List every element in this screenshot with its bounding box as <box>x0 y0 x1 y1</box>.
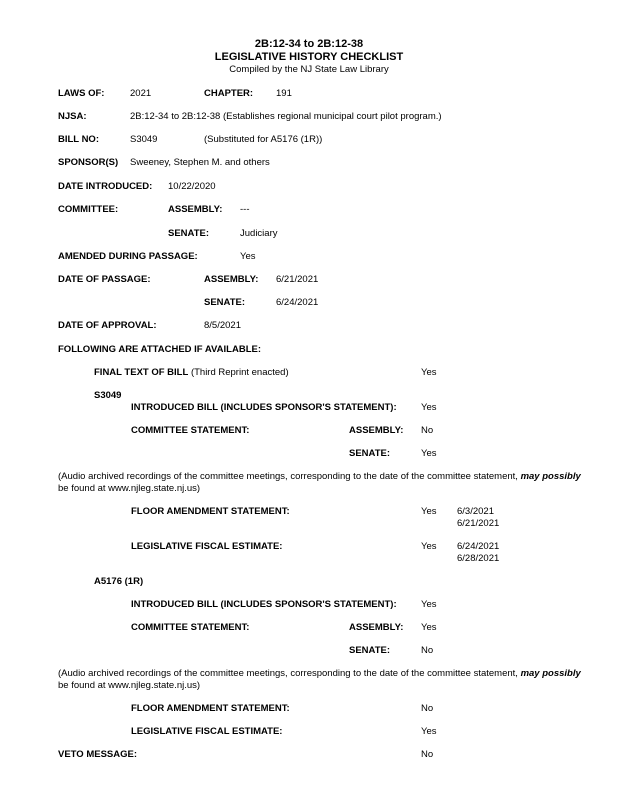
s3049-label: S3049 <box>94 390 122 401</box>
njsa-value: 2B:12-34 to 2B:12-38 (Establishes regional municipal court pilot program.) <box>130 111 442 122</box>
s3049-committee-label: COMMITTEE STATEMENT: <box>131 425 250 436</box>
s3049-assembly-value: No <box>421 425 434 436</box>
final-text-value: Yes <box>421 367 437 378</box>
final-text-label: FINAL TEXT OF BILL <box>94 367 189 378</box>
a5176-fiscal-value: Yes <box>421 726 437 737</box>
s3049-introduced-label: INTRODUCED BILL (INCLUDES SPONSOR'S STATEMENT): <box>131 402 397 413</box>
date-introduced-label: DATE INTRODUCED: <box>58 181 153 192</box>
a5176-introduced-value: Yes <box>421 599 437 610</box>
date-introduced-value: 10/22/2020 <box>168 181 216 192</box>
a5176-senate-label: SENATE: <box>349 645 390 656</box>
s3049-floor-date-1: 6/3/2021 <box>457 506 494 517</box>
passage-senate-label: SENATE: <box>204 297 245 308</box>
a5176-assembly-value: Yes <box>421 622 437 633</box>
bill-no-note: (Substituted for A5176 (1R)) <box>204 134 323 145</box>
s3049-fiscal-label: LEGISLATIVE FISCAL ESTIMATE: <box>131 541 283 552</box>
committee-label: COMMITTEE: <box>58 204 119 215</box>
audio-note-emphasis: may possibly <box>520 668 581 679</box>
njsa-label: NJSA: <box>58 111 87 122</box>
a5176-committee-label: COMMITTEE STATEMENT: <box>131 622 250 633</box>
attached-header: FOLLOWING ARE ATTACHED IF AVAILABLE: <box>58 344 261 355</box>
a5176-floor-value: No <box>421 703 434 714</box>
amended-value: Yes <box>240 251 256 262</box>
audio-note-link-text: be found at www.njleg.state.nj.us) <box>58 680 201 691</box>
audio-note-text: (Audio archived recordings of the committee meetings, corresponding to the date of the committee statement, <box>58 668 518 679</box>
page-title: 2B:12-34 to 2B:12-38 <box>254 38 364 50</box>
laws-of-value: 2021 <box>130 88 152 99</box>
s3049-fiscal-date-1: 6/24/2021 <box>457 541 500 552</box>
passage-senate-value: 6/24/2021 <box>276 297 319 308</box>
amended-label: AMENDED DURING PASSAGE: <box>58 251 198 262</box>
date-of-passage-label: DATE OF PASSAGE: <box>58 274 151 285</box>
s3049-floor-value: Yes <box>421 506 437 517</box>
audio-note-emphasis: may possibly <box>520 471 581 482</box>
checklist-title: LEGISLATIVE HISTORY CHECKLIST <box>214 51 404 63</box>
s3049-floor-label: FLOOR AMENDMENT STATEMENT: <box>131 506 290 517</box>
committee-assembly-label: ASSEMBLY: <box>168 204 223 215</box>
final-text-note: (Third Reprint enacted) <box>190 367 289 378</box>
passage-assembly-label: ASSEMBLY: <box>204 274 259 285</box>
a5176-fiscal-label: LEGISLATIVE FISCAL ESTIMATE: <box>131 726 283 737</box>
chapter-label: CHAPTER: <box>204 88 254 99</box>
s3049-senate-label: SENATE: <box>349 448 390 459</box>
a5176-introduced-label: INTRODUCED BILL (INCLUDES SPONSOR'S STATEMENT): <box>131 599 397 610</box>
date-of-approval-label: DATE OF APPROVAL: <box>58 320 157 331</box>
audio-note-link-text: be found at www.njleg.state.nj.us) <box>58 483 201 494</box>
s3049-introduced-value: Yes <box>421 402 437 413</box>
s3049-fiscal-value: Yes <box>421 541 437 552</box>
a5176-label: A5176 (1R) <box>94 576 144 587</box>
date-of-approval-value: 8/5/2021 <box>204 320 241 331</box>
veto-value: No <box>421 749 434 760</box>
audio-note-2 <box>58 668 603 692</box>
bill-no-label: BILL NO: <box>58 134 99 145</box>
passage-assembly-value: 6/21/2021 <box>276 274 319 285</box>
s3049-floor-date-2: 6/21/2021 <box>457 518 500 529</box>
chapter-value: 191 <box>276 88 292 99</box>
sponsors-value: Sweeney, Stephen M. and others <box>130 157 270 168</box>
s3049-assembly-label: ASSEMBLY: <box>349 425 404 436</box>
compiled-by: Compiled by the NJ State Law Library <box>229 64 389 75</box>
s3049-senate-value: Yes <box>421 448 437 459</box>
committee-assembly-value: --- <box>240 204 250 215</box>
audio-note-1 <box>58 471 603 495</box>
final-text-row <box>94 367 289 379</box>
committee-senate-label: SENATE: <box>168 228 209 239</box>
a5176-senate-value: No <box>421 645 434 656</box>
bill-no-value: S3049 <box>130 134 158 145</box>
laws-of-label: LAWS OF: <box>58 88 105 99</box>
s3049-fiscal-date-2: 6/28/2021 <box>457 553 500 564</box>
a5176-assembly-label: ASSEMBLY: <box>349 622 404 633</box>
veto-label: VETO MESSAGE: <box>58 749 138 760</box>
audio-note-text: (Audio archived recordings of the committee meetings, corresponding to the date of the committee statement, <box>58 471 518 482</box>
sponsors-label: SPONSOR(S) <box>58 157 119 168</box>
a5176-floor-label: FLOOR AMENDMENT STATEMENT: <box>131 703 290 714</box>
committee-senate-value: Judiciary <box>240 228 278 239</box>
